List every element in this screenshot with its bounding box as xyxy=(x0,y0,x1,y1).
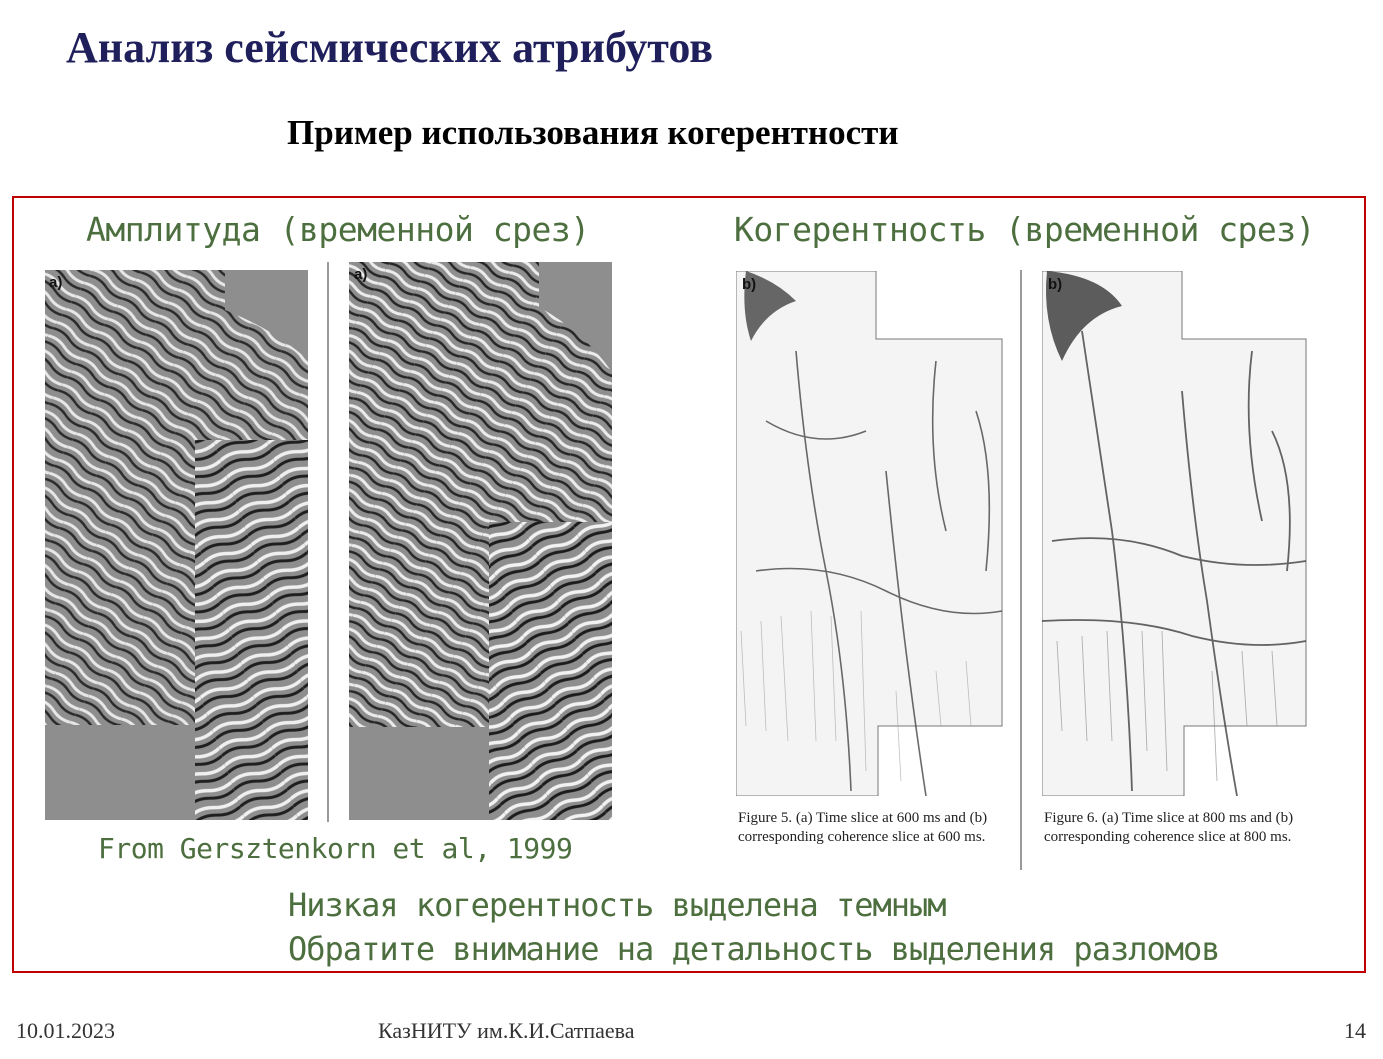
coherence-slice-image-1 xyxy=(736,271,1004,796)
coherence-caption-1: Figure 5. (a) Time slice at 600 ms and (b) corresponding coherence slice at 600 ms. xyxy=(738,810,988,845)
amplitude-separator xyxy=(327,262,329,822)
coherence-separator xyxy=(1020,270,1022,870)
footer-date: 10.01.2023 xyxy=(16,1018,115,1043)
amplitude-heading: Амплитуда (временной срез) xyxy=(86,210,590,249)
footer-organization: КазНИТУ им.К.И.Сатпаева xyxy=(378,1018,635,1043)
amplitude-slice-image-1 xyxy=(45,270,308,820)
source-credit: From Gersztenkorn et al, 1999 xyxy=(98,832,573,865)
coherence-tag-1: b) xyxy=(742,276,757,293)
coherence-caption-2: Figure 6. (a) Time slice at 800 ms and (b) corresponding coherence slice at 800 ms. xyxy=(1044,810,1294,845)
page-number: 14 xyxy=(1344,1018,1366,1043)
slide-title: Анализ сейсмических атрибутов xyxy=(66,23,714,72)
note-line-1: Низкая когерентность выделена темным xyxy=(288,886,946,924)
coherence-tag-2: b) xyxy=(1048,276,1063,293)
coherence-slice-image-2 xyxy=(1042,271,1308,796)
slide-subtitle: Пример использования когерентности xyxy=(287,113,899,152)
coherence-heading: Когерентность (временной срез) xyxy=(734,210,1316,249)
amplitude-tag-2: a) xyxy=(354,266,368,283)
amplitude-slice-image-2 xyxy=(349,262,612,820)
amplitude-tag-1: a) xyxy=(49,274,63,291)
note-line-2: Обратите внимание на детальность выделения разломов xyxy=(288,930,1220,968)
figure-frame xyxy=(12,196,1366,973)
